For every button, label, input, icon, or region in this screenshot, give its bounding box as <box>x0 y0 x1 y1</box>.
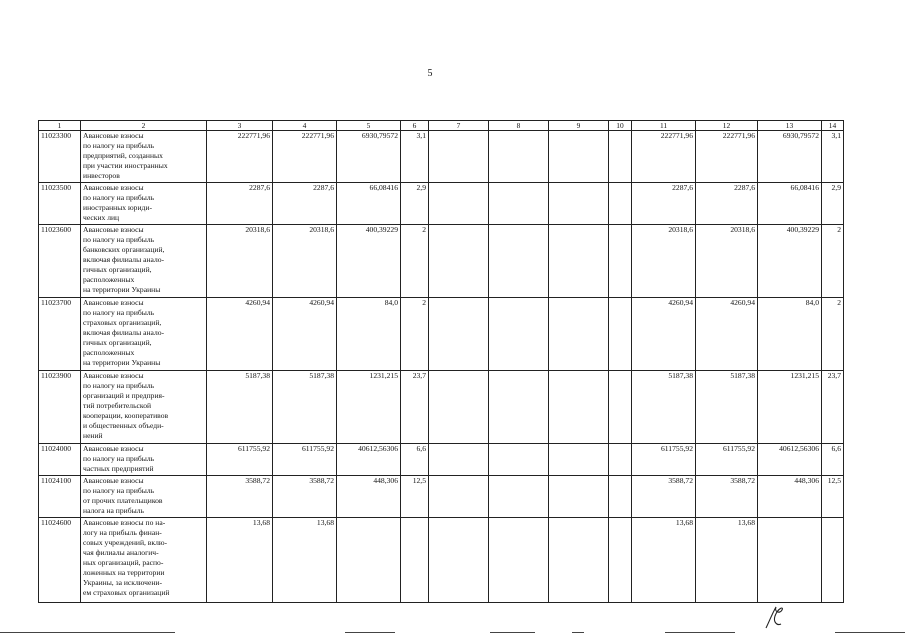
header-cell: 11 <box>632 121 696 131</box>
cell-col6 <box>401 518 429 603</box>
cell-col12: 20318,6 <box>696 225 758 298</box>
cell-col7 <box>429 131 489 183</box>
cell-col14: 6,6 <box>822 444 844 476</box>
cell-col13: 40612,56306 <box>758 444 822 476</box>
cell-col8 <box>489 183 549 225</box>
cell-col14: 23,7 <box>822 371 844 444</box>
cell-col12: 2287,6 <box>696 183 758 225</box>
cell-col5: 40612,56306 <box>337 444 401 476</box>
cell-col7 <box>429 371 489 444</box>
table-row <box>39 225 844 298</box>
cell-col14: 3,1 <box>822 131 844 183</box>
cell-col14 <box>822 518 844 603</box>
header-cell: 14 <box>822 121 844 131</box>
cell-col6: 3,1 <box>401 131 429 183</box>
table-row <box>39 518 844 603</box>
cell-col9 <box>549 371 609 444</box>
cell-col3: 4260,94 <box>207 298 273 371</box>
cell-col13: 66,08416 <box>758 183 822 225</box>
cell-col11: 3588,72 <box>632 476 696 518</box>
cell-col8 <box>489 476 549 518</box>
row-name: Авансовые взносы по налогу на прибыль от прочих плательщиков налога на прибыль <box>81 476 207 518</box>
cell-col13: 1231,215 <box>758 371 822 444</box>
cell-col9 <box>549 476 609 518</box>
header-cell: 4 <box>273 121 337 131</box>
row-code: 11023900 <box>39 371 81 444</box>
cell-col11: 4260,94 <box>632 298 696 371</box>
cell-col14: 12,5 <box>822 476 844 518</box>
cell-col4: 222771,96 <box>273 131 337 183</box>
cell-col7 <box>429 444 489 476</box>
cell-col12: 3588,72 <box>696 476 758 518</box>
cell-col8 <box>489 371 549 444</box>
cell-col14: 2 <box>822 298 844 371</box>
cell-col5: 1231,215 <box>337 371 401 444</box>
cell-col4: 4260,94 <box>273 298 337 371</box>
cell-col13: 400,39229 <box>758 225 822 298</box>
row-name: Авансовые взносы по налогу на прибыль страховых организаций, включая филиалы анало- гичных организаций, расположенных на территории Украины <box>81 298 207 371</box>
table-row <box>39 183 844 225</box>
footer-rule <box>0 632 175 633</box>
footer-rule <box>345 632 395 633</box>
cell-col6: 6,6 <box>401 444 429 476</box>
row-code: 11023500 <box>39 183 81 225</box>
cell-col11: 2287,6 <box>632 183 696 225</box>
cell-col3: 20318,6 <box>207 225 273 298</box>
footer-rule <box>490 632 535 633</box>
header-cell: 7 <box>429 121 489 131</box>
cell-col5 <box>337 518 401 603</box>
row-name: Авансовые взносы по налогу на прибыль организаций и предприя- тий потребительской кооперации, кооперативов и общественных объеди- нений <box>81 371 207 444</box>
cell-col7 <box>429 225 489 298</box>
cell-col9 <box>549 131 609 183</box>
cell-col10 <box>609 444 632 476</box>
cell-col13: 6930,79572 <box>758 131 822 183</box>
cell-col8 <box>489 225 549 298</box>
cell-col9 <box>549 183 609 225</box>
cell-col8 <box>489 444 549 476</box>
cell-col9 <box>549 444 609 476</box>
cell-col5: 448,306 <box>337 476 401 518</box>
footer-rule <box>572 632 584 633</box>
cell-col6: 2 <box>401 225 429 298</box>
cell-col10 <box>609 225 632 298</box>
header-cell: 3 <box>207 121 273 131</box>
cell-col6: 2 <box>401 298 429 371</box>
cell-col4: 20318,6 <box>273 225 337 298</box>
cell-col12: 13,68 <box>696 518 758 603</box>
cell-col7 <box>429 518 489 603</box>
cell-col5: 400,39229 <box>337 225 401 298</box>
cell-col3: 3588,72 <box>207 476 273 518</box>
cell-col10 <box>609 298 632 371</box>
row-code: 11024100 <box>39 476 81 518</box>
table-row <box>39 371 844 444</box>
report-table <box>38 120 844 603</box>
page-number: 5 <box>427 68 433 79</box>
cell-col13: 84,0 <box>758 298 822 371</box>
table-row <box>39 444 844 476</box>
header-cell: 9 <box>549 121 609 131</box>
header-cell: 5 <box>337 121 401 131</box>
row-code: 11024600 <box>39 518 81 603</box>
cell-col11: 5187,38 <box>632 371 696 444</box>
row-name: Авансовые взносы по на- логу на прибыль финан- совых учреждений, вклю- чая филиалы аналогич- ных организаций, распо- ложенных на территории Украины, за исключени- ем страховых организаций <box>81 518 207 603</box>
cell-col14: 2,9 <box>822 183 844 225</box>
header-cell: 10 <box>609 121 632 131</box>
signature-mark <box>760 604 788 630</box>
cell-col11: 222771,96 <box>632 131 696 183</box>
header-cell: 6 <box>401 121 429 131</box>
header-cell: 2 <box>81 121 207 131</box>
cell-col4: 3588,72 <box>273 476 337 518</box>
cell-col9 <box>549 298 609 371</box>
header-cell: 13 <box>758 121 822 131</box>
cell-col13 <box>758 518 822 603</box>
cell-col8 <box>489 131 549 183</box>
cell-col7 <box>429 183 489 225</box>
row-name: Авансовые взносы по налогу на прибыль предприятий, созданных при участии иностранных инвесторов <box>81 131 207 183</box>
header-cell: 8 <box>489 121 549 131</box>
cell-col12: 222771,96 <box>696 131 758 183</box>
header-cell: 12 <box>696 121 758 131</box>
header-row <box>39 121 844 131</box>
cell-col3: 611755,92 <box>207 444 273 476</box>
cell-col12: 611755,92 <box>696 444 758 476</box>
cell-col9 <box>549 225 609 298</box>
row-code: 11024000 <box>39 444 81 476</box>
cell-col11: 20318,6 <box>632 225 696 298</box>
table-row <box>39 131 844 183</box>
cell-col4: 611755,92 <box>273 444 337 476</box>
cell-col5: 6930,79572 <box>337 131 401 183</box>
cell-col5: 66,08416 <box>337 183 401 225</box>
cell-col6: 2,9 <box>401 183 429 225</box>
cell-col12: 5187,38 <box>696 371 758 444</box>
cell-col6: 12,5 <box>401 476 429 518</box>
cell-col13: 448,306 <box>758 476 822 518</box>
cell-col9 <box>549 518 609 603</box>
cell-col6: 23,7 <box>401 371 429 444</box>
row-code: 11023700 <box>39 298 81 371</box>
cell-col7 <box>429 298 489 371</box>
cell-col4: 13,68 <box>273 518 337 603</box>
cell-col10 <box>609 371 632 444</box>
cell-col7 <box>429 476 489 518</box>
cell-col5: 84,0 <box>337 298 401 371</box>
row-name: Авансовые взносы по налогу на прибыль банковских организаций, включая филиалы анало- гичных организаций, расположенных на территории Украины <box>81 225 207 298</box>
cell-col4: 2287,6 <box>273 183 337 225</box>
row-name: Авансовые взносы по налогу на прибыль частных предприятий <box>81 444 207 476</box>
cell-col10 <box>609 476 632 518</box>
cell-col8 <box>489 298 549 371</box>
cell-col3: 13,68 <box>207 518 273 603</box>
cell-col8 <box>489 518 549 603</box>
table-row <box>39 298 844 371</box>
footer-rule <box>835 632 905 633</box>
cell-col3: 2287,6 <box>207 183 273 225</box>
cell-col4: 5187,38 <box>273 371 337 444</box>
cell-col14: 2 <box>822 225 844 298</box>
header-cell: 1 <box>39 121 81 131</box>
cell-col11: 13,68 <box>632 518 696 603</box>
footer-rule <box>665 632 735 633</box>
table-row <box>39 476 844 518</box>
cell-col10 <box>609 131 632 183</box>
row-code: 11023600 <box>39 225 81 298</box>
cell-col3: 5187,38 <box>207 371 273 444</box>
cell-col10 <box>609 518 632 603</box>
cell-col11: 611755,92 <box>632 444 696 476</box>
cell-col12: 4260,94 <box>696 298 758 371</box>
cell-col3: 222771,96 <box>207 131 273 183</box>
row-name: Авансовые взносы по налогу на прибыль иностранных юриди- ческих лиц <box>81 183 207 225</box>
cell-col10 <box>609 183 632 225</box>
row-code: 11023300 <box>39 131 81 183</box>
